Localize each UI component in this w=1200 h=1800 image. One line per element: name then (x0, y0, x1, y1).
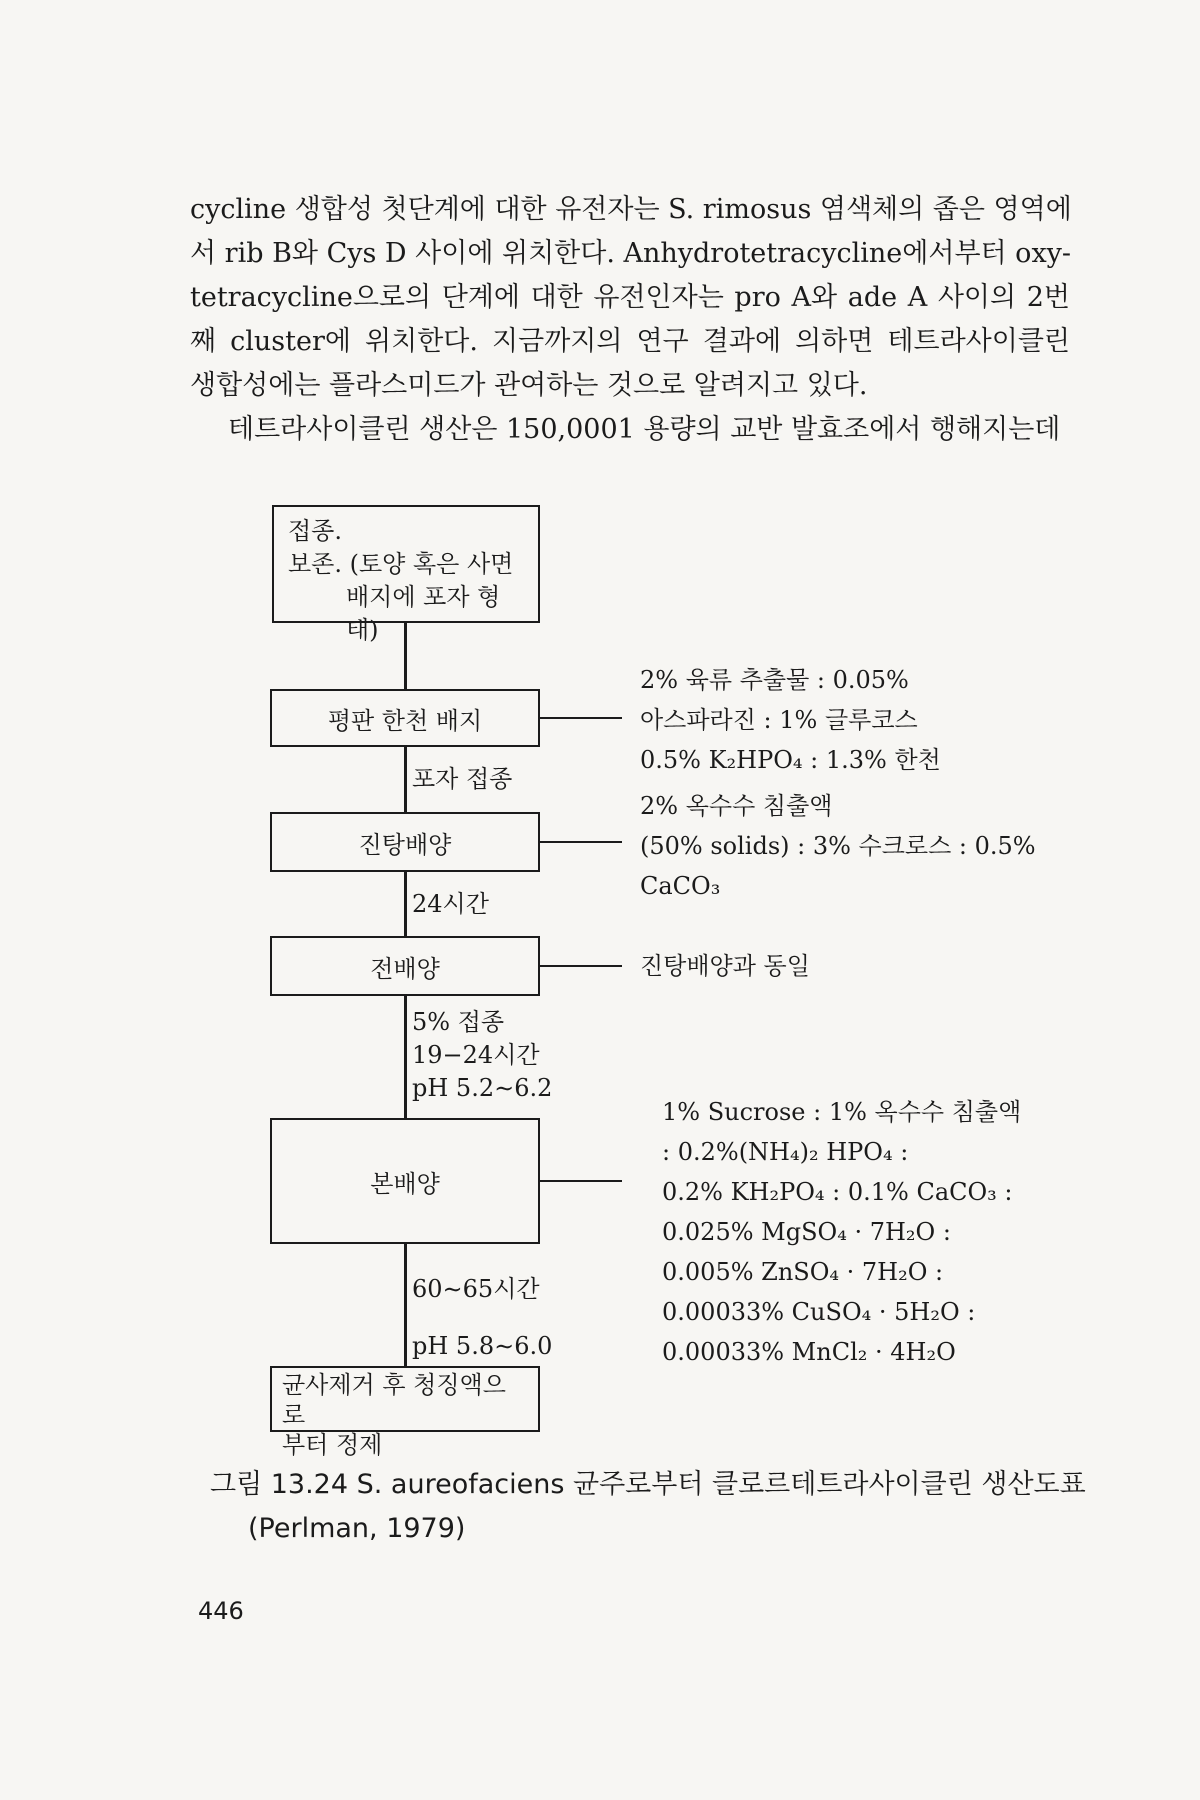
flow-arrow (404, 1244, 407, 1366)
condition-text: 포자 접종 (412, 765, 513, 793)
flow-box-line: 배지에 포자 형태) (346, 583, 501, 644)
connector-line (540, 717, 622, 719)
condition-text: 5% 접종 (412, 1008, 505, 1036)
flow-arrow (404, 747, 407, 812)
media-line: 아스파라진 : 1% 글루코스 (640, 706, 918, 734)
flow-box-label: 평판 한천 배지 (327, 706, 483, 735)
condition-text: 24시간 (412, 890, 489, 918)
connector-line (540, 841, 622, 843)
media-line: 0.2% KH₂PO₄ : 0.1% CaCO₃ : (662, 1178, 1013, 1206)
connector-line (540, 1180, 622, 1182)
media-line: 0.005% ZnSO₄ · 7H₂O : (662, 1258, 944, 1286)
media-main-composition (662, 1092, 1021, 1372)
figure-caption (210, 1463, 1086, 1551)
media-line: 0.00033% CuSO₄ · 5H₂O : (662, 1298, 976, 1326)
flow-condition-main (412, 1273, 552, 1363)
flow-box-label: 본배양 (370, 1169, 440, 1198)
condition-text: pH 5.8∼6.0 (412, 1332, 553, 1360)
flow-box-storage (272, 505, 540, 644)
body-paragraph (190, 188, 1070, 452)
media-line: 2% 육류 추출물 : 0.05% (640, 666, 909, 694)
caption-line: 그림 13.24 S. aureofaciens 균주로부터 클로르테트라사이클린 생산도표 (210, 1469, 1086, 1500)
flow-box-line: 부터 정제 (282, 1431, 383, 1459)
media-line: 1% Sucrose : 1% 옥수수 침출액 (662, 1098, 1022, 1126)
text-line: tetracycline으로의 단계에 대한 유전인자는 pro A와 ade A 사이의 2번 (190, 282, 1070, 313)
media-line: 0.5% K₂HPO₄ : 1.3% 한천 (640, 746, 941, 774)
media-line: 0.00033% MnCl₂ · 4H₂O (662, 1338, 956, 1366)
flow-arrow (404, 623, 407, 689)
flow-box-label: 전배양 (370, 954, 440, 983)
text-line: 서 rib B와 Cys D 사이에 위치한다. Anhydrotetracycline에서부터 oxy- (190, 238, 1072, 269)
condition-text: 60∼65시간 (412, 1275, 540, 1303)
flow-box-plate-agar (270, 689, 540, 747)
caption-line: (Perlman, 1979) (248, 1513, 466, 1544)
media-shake-composition (640, 786, 1036, 906)
flow-box-preculture (270, 936, 540, 996)
flow-box-line: 보존. (토양 혹은 사면 (288, 550, 514, 578)
media-line: (50% solids) : 3% 수크로스 : 0.5% (640, 832, 1036, 860)
media-line: 0.025% MgSO₄ · 7H₂O : (662, 1218, 951, 1246)
media-line: 2% 옥수수 침출액 (640, 792, 833, 820)
text-line: 째 cluster에 위치한다. 지금까지의 연구 결과에 의하면 테트라사이클린 (190, 326, 1070, 357)
flow-condition-spore (412, 763, 512, 796)
text-line: 생합성에는 플라스미드가 관여하는 것으로 알려지고 있다. (190, 370, 868, 401)
flow-box-main-culture (270, 1118, 540, 1244)
media-preculture-composition (640, 946, 810, 986)
text-line: cycline 생합성 첫단계에 대한 유전자는 S. rimosus 염색체의 좁은 영역에 (190, 194, 1072, 225)
media-line: : 0.2%(NH₄)₂ HPO₄ : (662, 1138, 909, 1166)
flow-box-line: 균사제거 후 청징액으로 (282, 1371, 506, 1429)
flow-condition-preculture (412, 1006, 552, 1105)
condition-text: 19−24시간 (412, 1041, 540, 1069)
connector-line (540, 965, 622, 967)
flow-box-line: 접종. (288, 517, 342, 545)
flow-condition-24h (412, 888, 489, 921)
flow-arrow (404, 996, 407, 1118)
text-line: 테트라사이클린 생산은 150,0001 용량의 교반 발효조에서 행해지는데 (228, 414, 1061, 445)
media-plate-composition (640, 660, 941, 780)
media-line: 진탕배양과 동일 (640, 952, 810, 980)
media-line: CaCO₃ (640, 872, 721, 900)
flow-box-shake-culture (270, 812, 540, 872)
page-number: 446 (198, 1597, 244, 1625)
condition-text: pH 5.2∼6.2 (412, 1074, 553, 1102)
flow-box-purification (270, 1366, 540, 1459)
flow-arrow (404, 872, 407, 936)
flow-box-label: 진탕배양 (358, 830, 452, 859)
